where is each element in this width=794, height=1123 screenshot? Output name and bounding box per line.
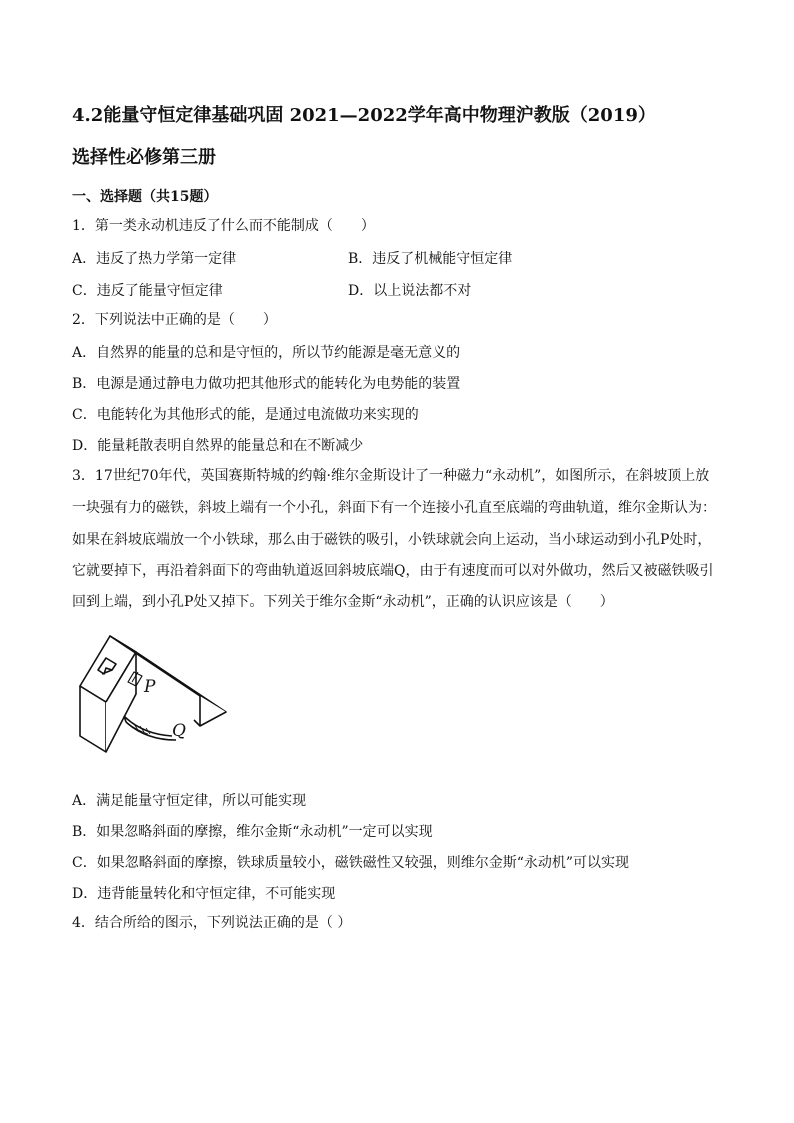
perpetual-motion-diagram — [76, 630, 236, 770]
question-2-option-a: A．自然界的能量的总和是守恒的，所以节约能源是毫无意义的 — [72, 345, 461, 361]
figure-label-p: P — [144, 677, 156, 697]
question-2-stem: 2．下列说法中正确的是（ ） — [72, 312, 277, 328]
question-3-stem-line-1: 3．17世纪70年代，英国赛斯特城的约翰·维尔金斯设计了一种磁力“永动机”，如图所示，在斜坡顶上放 — [72, 468, 710, 484]
document-title-line-1: 4.2能量守恒定律基础巩固 2021—2022学年高中物理沪教版（2019） — [72, 105, 656, 126]
question-2-option-c: C．电能转化为其他形式的能，是通过电流做功来实现的 — [72, 407, 419, 423]
question-3-stem-line-2: 一块强有力的磁铁，斜坡上端有一个小孔，斜面下有一个连接小孔直至底端的弯曲轨道，维尔金斯认为： — [72, 500, 716, 516]
question-3-option-b: B．如果忽略斜面的摩擦，维尔金斯“永动机”一定可以实现 — [72, 824, 433, 840]
question-1-stem: 1．第一类永动机违反了什么而不能制成（ ） — [72, 218, 375, 234]
question-2-option-b: B．电源是通过静电力做功把其他形式的能转化为电势能的装置 — [72, 376, 461, 392]
question-3-stem-line-3: 如果在斜坡底端放一个小铁球，那么由于磁铁的吸引，小铁球就会向上运动，当小球运动到小孔P处时， — [72, 532, 712, 548]
question-1-option-b: B．违反了机械能守恒定律 — [348, 251, 513, 267]
question-1-option-d: D．以上说法都不对 — [348, 283, 472, 299]
question-3-stem-line-5: 回到上端，到小孔P处又掉下。下列关于维尔金斯“永动机”，正确的认识应该是（ ） — [72, 594, 614, 610]
figure-label-q: Q — [172, 721, 186, 741]
document-title-line-2: 选择性必修第三册 — [72, 147, 216, 168]
question-3-option-c: C．如果忽略斜面的摩擦，铁球质量较小，磁铁磁性又较强，则维尔金斯“永动机”可以实现 — [72, 855, 630, 871]
question-3-stem-line-4: 它就要掉下，再沿着斜面下的弯曲轨道返回斜坡底端Q，由于有速度而可以对外做功，然后又被磁铁吸引 — [72, 563, 714, 579]
question-1-option-c: C．违反了能量守恒定律 — [72, 283, 223, 299]
question-4-stem: 4．结合所给的图示，下列说法正确的是（ ） — [72, 915, 352, 931]
question-3-option-a: A．满足能量守恒定律，所以可能实现 — [72, 793, 307, 809]
question-3-option-d: D．违背能量转化和守恒定律，不可能实现 — [72, 886, 336, 902]
question-2-option-d: D．能量耗散表明自然界的能量总和在不断减少 — [72, 438, 364, 454]
question-1-option-a: A．违反了热力学第一定律 — [72, 251, 237, 267]
section-heading: 一、选择题（共15题） — [72, 189, 218, 205]
